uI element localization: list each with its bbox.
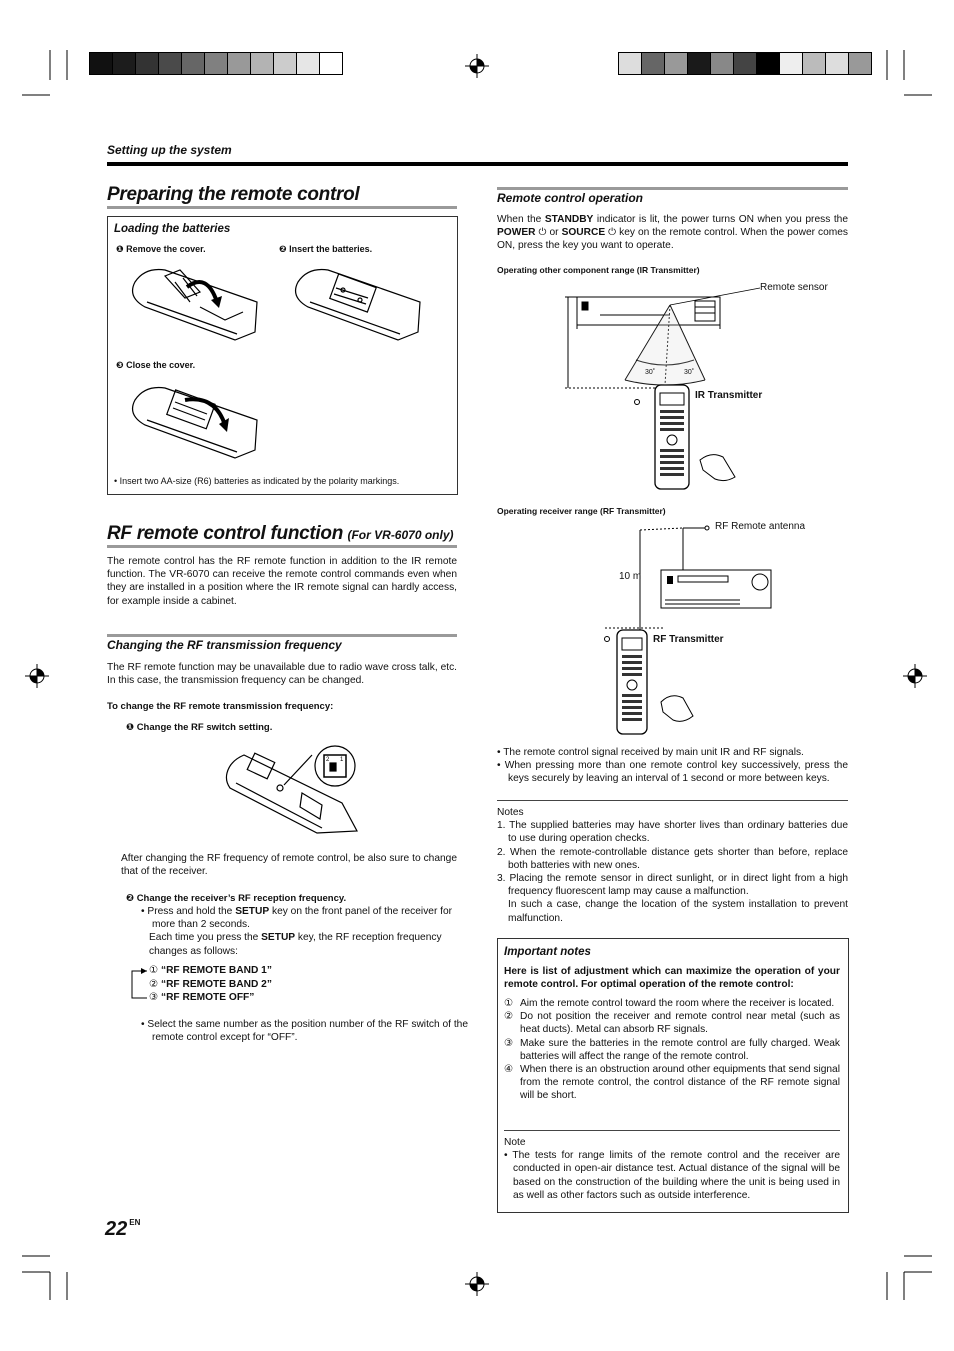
bullet-1: • The remote control signal received by main unit IR and RF signals. [497,747,804,758]
rf-caption: Operating receiver range (RF Transmitter) [497,506,666,516]
important-item-3: ③ Make sure the batteries in the remote control are fully charged. Weak batteries will affect the range of the remote control. [504,1037,840,1062]
important-note [504,1136,840,1202]
color-swatch [780,53,803,74]
ir-caption: Operating other component range (IR Transmitter) [497,265,700,275]
color-swatch [297,53,320,74]
operation-bullets [497,746,848,786]
rf-title-rule [107,545,457,548]
loading-batteries-title: Loading the batteries [114,223,231,235]
important-intro: Here is list of adjustment which can maximize the operation of your remote control. For optimal operation of the remote control: [504,966,840,991]
color-swatch [803,53,826,74]
procedure-title: To change the RF remote transmission frequency: [107,701,334,712]
color-swatch [665,53,688,74]
changing-body: The RF remote function may be unavailable due to radio wave cross talk, etc. In this case, the transmission frequency can be changed. [107,662,457,687]
change-step1-number: ❶ [126,722,137,733]
note-item-3-extra: In such a case, change the location of the system installation to prevent malfunction. [508,899,848,924]
color-swatch [251,53,274,74]
ir-transmitter-label: IR Transmitter [695,390,763,401]
step1-label: ❶ Remove the cover. [116,244,206,254]
changing-title-rule [107,634,457,637]
close-cover-illustration [125,380,260,460]
section-title: Setting up the system [107,143,232,157]
rf-antenna-label: RF Remote antenna [715,521,806,532]
step2-label: ❷ Insert the batteries. [279,244,373,254]
rf-range-diagram [595,520,780,736]
svg-text:2: 2 [326,757,330,763]
select-note: • Select the same number as the position number of the RF switch of the remote control except for “OFF”. [141,1019,468,1044]
angle-left-label: 30˚ [645,369,656,376]
change-step1: ❶ Change the RF switch setting. [126,722,273,733]
preparing-title-rule [107,206,457,209]
change-step2-number: ❷ [126,893,137,904]
insert-batteries-illustration [288,262,423,342]
important-item-1: ① Aim the remote control toward the room where the receiver is located. [504,998,835,1009]
rf-title: RF remote control function [107,523,344,544]
remove-cover-illustration [125,262,260,342]
color-swatch [90,53,113,74]
step2-number: ❷ [279,244,290,254]
cycle-arrow [128,966,148,1002]
color-swatch [159,53,182,74]
operation-title: Remote control operation [497,191,644,205]
rf-switch-illustration [222,743,362,835]
note-item-1: 1. The supplied batteries may have shorter lives than ordinary batteries due to use during operation checks. [497,820,848,845]
color-swatch [711,53,734,74]
rf-body: The remote control has the RF remote function in addition to the IR remote function. The VR-6070 can receive the remote control commands even when they are installed in a position where the IR remote signal can hardly access, for example inside a cabinet. [107,556,457,607]
band-item-2: ② “RF REMOTE BAND 2” [149,978,272,990]
step1-number: ❶ [116,244,127,254]
changing-title: Changing the RF transmission frequency [107,638,342,652]
important-note-text: • The tests for range limits of the remote control and the receiver are conducted in open-air distance test. Actual distance of the signal will be based on the construction of the building where the unit is being used in as well as other factors such as outside interference. [504,1150,840,1201]
rf-title-line [107,523,454,545]
color-swatch [826,53,849,74]
color-swatch [228,53,251,74]
bullet-2: • When pressing more than one remote control key successively, press the keys securely by leaving an interval of 1 second or more between keys. [497,760,848,785]
batteries-note: • Insert two AA-size (R6) batteries as indicated by the polarity markings. [114,476,400,486]
important-note-title: Note [504,1137,526,1148]
preparing-title: Preparing the remote control [107,184,360,205]
important-item-2: ② Do not position the receiver and remote control near metal (such as heat ducts). Metal can absorb RF signals. [504,1011,840,1036]
color-swatch [274,53,297,74]
svg-text:1: 1 [340,757,344,763]
distance-label: 10 m [619,571,642,582]
color-swatch [320,53,342,74]
band-list [149,964,272,1005]
notes-title: Notes [497,807,524,818]
band-item-1: ① “RF REMOTE BAND 1” [149,965,272,976]
note-item-2: 2. When the remote-controllable distance gets shorter than before, replace both batteries with new ones. [497,846,848,871]
color-swatch [734,53,757,74]
rf-title-suffix: (For VR-6070 only) [347,528,454,542]
operation-body: When the STANDBY indicator is lit, the power turns ON when you press the POWER ⏻ or SOURCE ⏻ key on the remote control. When the power comes ON, press the key you want to operate. [497,214,848,252]
important-notes-title: Important notes [504,946,591,958]
step3-number: ❸ [116,360,127,370]
note-item-3: 3. Placing the remote sensor in direct sunlight, or in direct light from a high frequency fluorescent lamp may cause a malfunction. [497,873,848,898]
color-bar-left [89,52,343,75]
after-changing-text: After changing the RF frequency of remote control, be also sure to change that of the receiver. [121,853,457,878]
important-item-4: ④ When there is an obstruction around other equipments that send signal from the remote control, the control distance of the RF remote signal will be short. [504,1064,840,1102]
color-swatch [113,53,136,74]
remote-sensor-label: Remote sensor [760,282,828,293]
color-swatch [757,53,780,74]
color-swatch [688,53,711,74]
color-swatch [849,53,871,74]
color-bar-right [618,52,872,75]
important-rule [504,1130,840,1131]
step3-label: ❸ Close the cover. [116,360,196,370]
change-step2: ❷ Change the receiver’s RF reception frequency. [126,893,347,904]
color-swatch [205,53,228,74]
setup-instruction: • Press and hold the SETUP key on the front panel of the receiver for more than 2 seconds. Each time you press the SETUP key, the RF reception frequency changes as follows: [141,906,453,957]
notes-rule [497,800,848,801]
angle-right-label: 30˚ [684,369,695,376]
color-swatch [136,53,159,74]
important-list [504,997,840,1103]
page-number: 22 $^{EN}$ [105,1218,141,1240]
header-rule [107,162,848,166]
color-swatch [642,53,665,74]
color-swatch [619,53,642,74]
color-swatch [182,53,205,74]
rf-transmitter-label: RF Transmitter [653,634,724,645]
notes-block [497,806,848,925]
band-item-3: ③ “RF REMOTE OFF” [149,992,255,1003]
operation-title-rule [497,187,848,190]
